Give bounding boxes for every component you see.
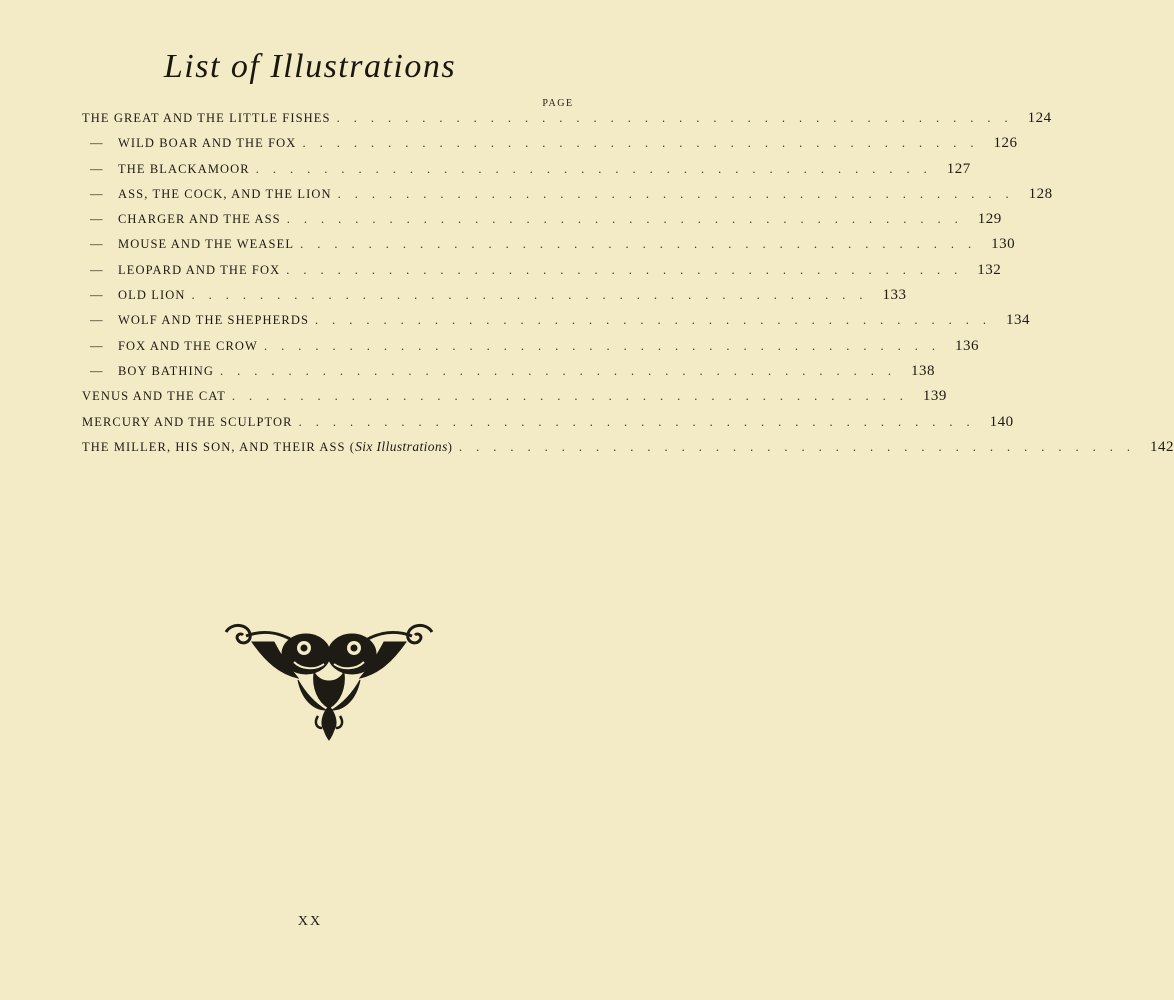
toc-entry — [82, 287, 907, 312]
toc-entry-dash: — — [90, 338, 104, 353]
toc-entry-label — [82, 263, 280, 278]
dot-leader: ........................................ — [315, 313, 1000, 328]
dot-leader: ........................................ — [255, 161, 941, 176]
toc-entry-label — [82, 439, 453, 455]
toc-entry-label — [82, 136, 296, 151]
toc-entry-label — [82, 415, 293, 430]
dot-leader: ........................................ — [191, 288, 877, 303]
toc-entry — [82, 362, 936, 388]
toc-entry — [82, 337, 979, 363]
toc-entry — [82, 185, 1053, 211]
toc-entry-label — [82, 237, 294, 252]
dot-leader: ........................................ — [337, 186, 1023, 201]
toc-entry-page: 140 — [989, 413, 1014, 430]
toc-entry — [82, 135, 1018, 160]
toc-entry — [82, 211, 1002, 236]
toc-entry-title: CHARGER AND THE ASS — [118, 212, 281, 227]
toc-entry-page: 127 — [946, 160, 971, 177]
toc-entry-dash: — — [90, 237, 104, 252]
dot-leader: ........................................ — [231, 389, 917, 404]
toc-entry-note: Six Illustrations — [355, 438, 448, 454]
page-title: List of Illustrations — [163, 48, 457, 85]
toc-entry — [82, 438, 1174, 464]
toc-entry-page: 136 — [954, 337, 979, 354]
toc-entry — [82, 413, 1014, 439]
toc-entry-title: ASS, THE COCK, AND THE LION — [118, 186, 332, 201]
toc-entry-label — [82, 339, 258, 354]
toc-entry — [82, 110, 1052, 135]
page-folio: XX — [297, 914, 323, 929]
toc-entry-page: 132 — [977, 261, 1002, 278]
toc-entry-title: LEOPARD AND THE FOX — [118, 262, 281, 277]
toc-entry — [82, 388, 947, 413]
toc-entry-dash: — — [90, 288, 104, 303]
toc-entry-title: THE GREAT AND THE LITTLE FISHES — [82, 111, 331, 125]
dot-leader: ........................................ — [459, 439, 1145, 454]
toc-entry-title: WOLF AND THE SHEPHERDS — [118, 313, 309, 328]
toc-entry-title: VENUS AND THE CAT — [82, 389, 226, 404]
toc-entry-label — [82, 313, 309, 328]
toc-entry-title: OLD LION — [118, 288, 186, 303]
toc-entry-dash: — — [90, 212, 104, 227]
toc-entry-label — [82, 288, 185, 303]
dot-leader: ........................................ — [298, 414, 984, 429]
toc-entry — [82, 312, 1030, 337]
toc-entry-page: 128 — [1028, 185, 1053, 202]
toc-entry-page: 139 — [922, 388, 947, 405]
dot-leader: ........................................ — [300, 237, 986, 252]
toc-entry-dash: — — [90, 262, 104, 277]
toc-entry-page: 124 — [1027, 110, 1052, 126]
toc-entry-title: MERCURY AND THE SCULPTOR — [82, 414, 293, 429]
dot-leader: ........................................ — [336, 111, 1022, 125]
toc-entry-dash: — — [90, 313, 104, 328]
toc-entry — [82, 261, 1002, 287]
toc-entry-title: FOX AND THE CROW — [118, 338, 258, 353]
illustrations-list — [82, 110, 1174, 464]
toc-entry-dash: — — [90, 136, 104, 151]
toc-entry-title: BOY BATHING — [118, 363, 215, 378]
dot-leader: ........................................ — [286, 212, 972, 227]
toc-entry-dash: — — [90, 186, 104, 201]
toc-entry-page: 126 — [993, 135, 1018, 152]
toc-entry-dash: — — [90, 363, 104, 378]
dot-leader: ........................................ — [286, 262, 972, 277]
dolphin-ornament-icon — [222, 618, 436, 740]
toc-entry-title-end: ) — [447, 439, 454, 454]
toc-entry — [82, 160, 971, 186]
toc-entry-page: 133 — [882, 287, 907, 304]
toc-entry-title: THE MILLER, HIS SON, AND THEIR ASS ( — [82, 439, 356, 454]
toc-entry-title: WILD BOAR AND THE FOX — [118, 136, 297, 151]
toc-entry-label — [82, 187, 332, 202]
dot-leader: ........................................ — [302, 136, 988, 151]
toc-entry-page: 129 — [977, 211, 1002, 228]
toc-entry-dash: — — [90, 161, 104, 176]
toc-entry-label — [82, 111, 331, 126]
dot-leader: ........................................ — [263, 338, 949, 353]
toc-entry-label — [82, 364, 214, 379]
toc-entry — [82, 236, 1016, 261]
toc-entry-page: 142 — [1150, 438, 1174, 455]
page-column-header: PAGE — [542, 98, 574, 109]
toc-entry-page: 138 — [911, 362, 936, 379]
toc-entry-page: 134 — [1006, 312, 1030, 329]
toc-entry-title: MOUSE AND THE WEASEL — [118, 237, 295, 252]
toc-entry-label — [82, 389, 226, 404]
toc-entry-label — [82, 162, 250, 177]
toc-entry-page: 130 — [991, 236, 1016, 253]
dot-leader: ........................................ — [220, 363, 906, 378]
toc-entry-label — [82, 212, 281, 227]
toc-entry-title: THE BLACKAMOOR — [118, 161, 250, 176]
